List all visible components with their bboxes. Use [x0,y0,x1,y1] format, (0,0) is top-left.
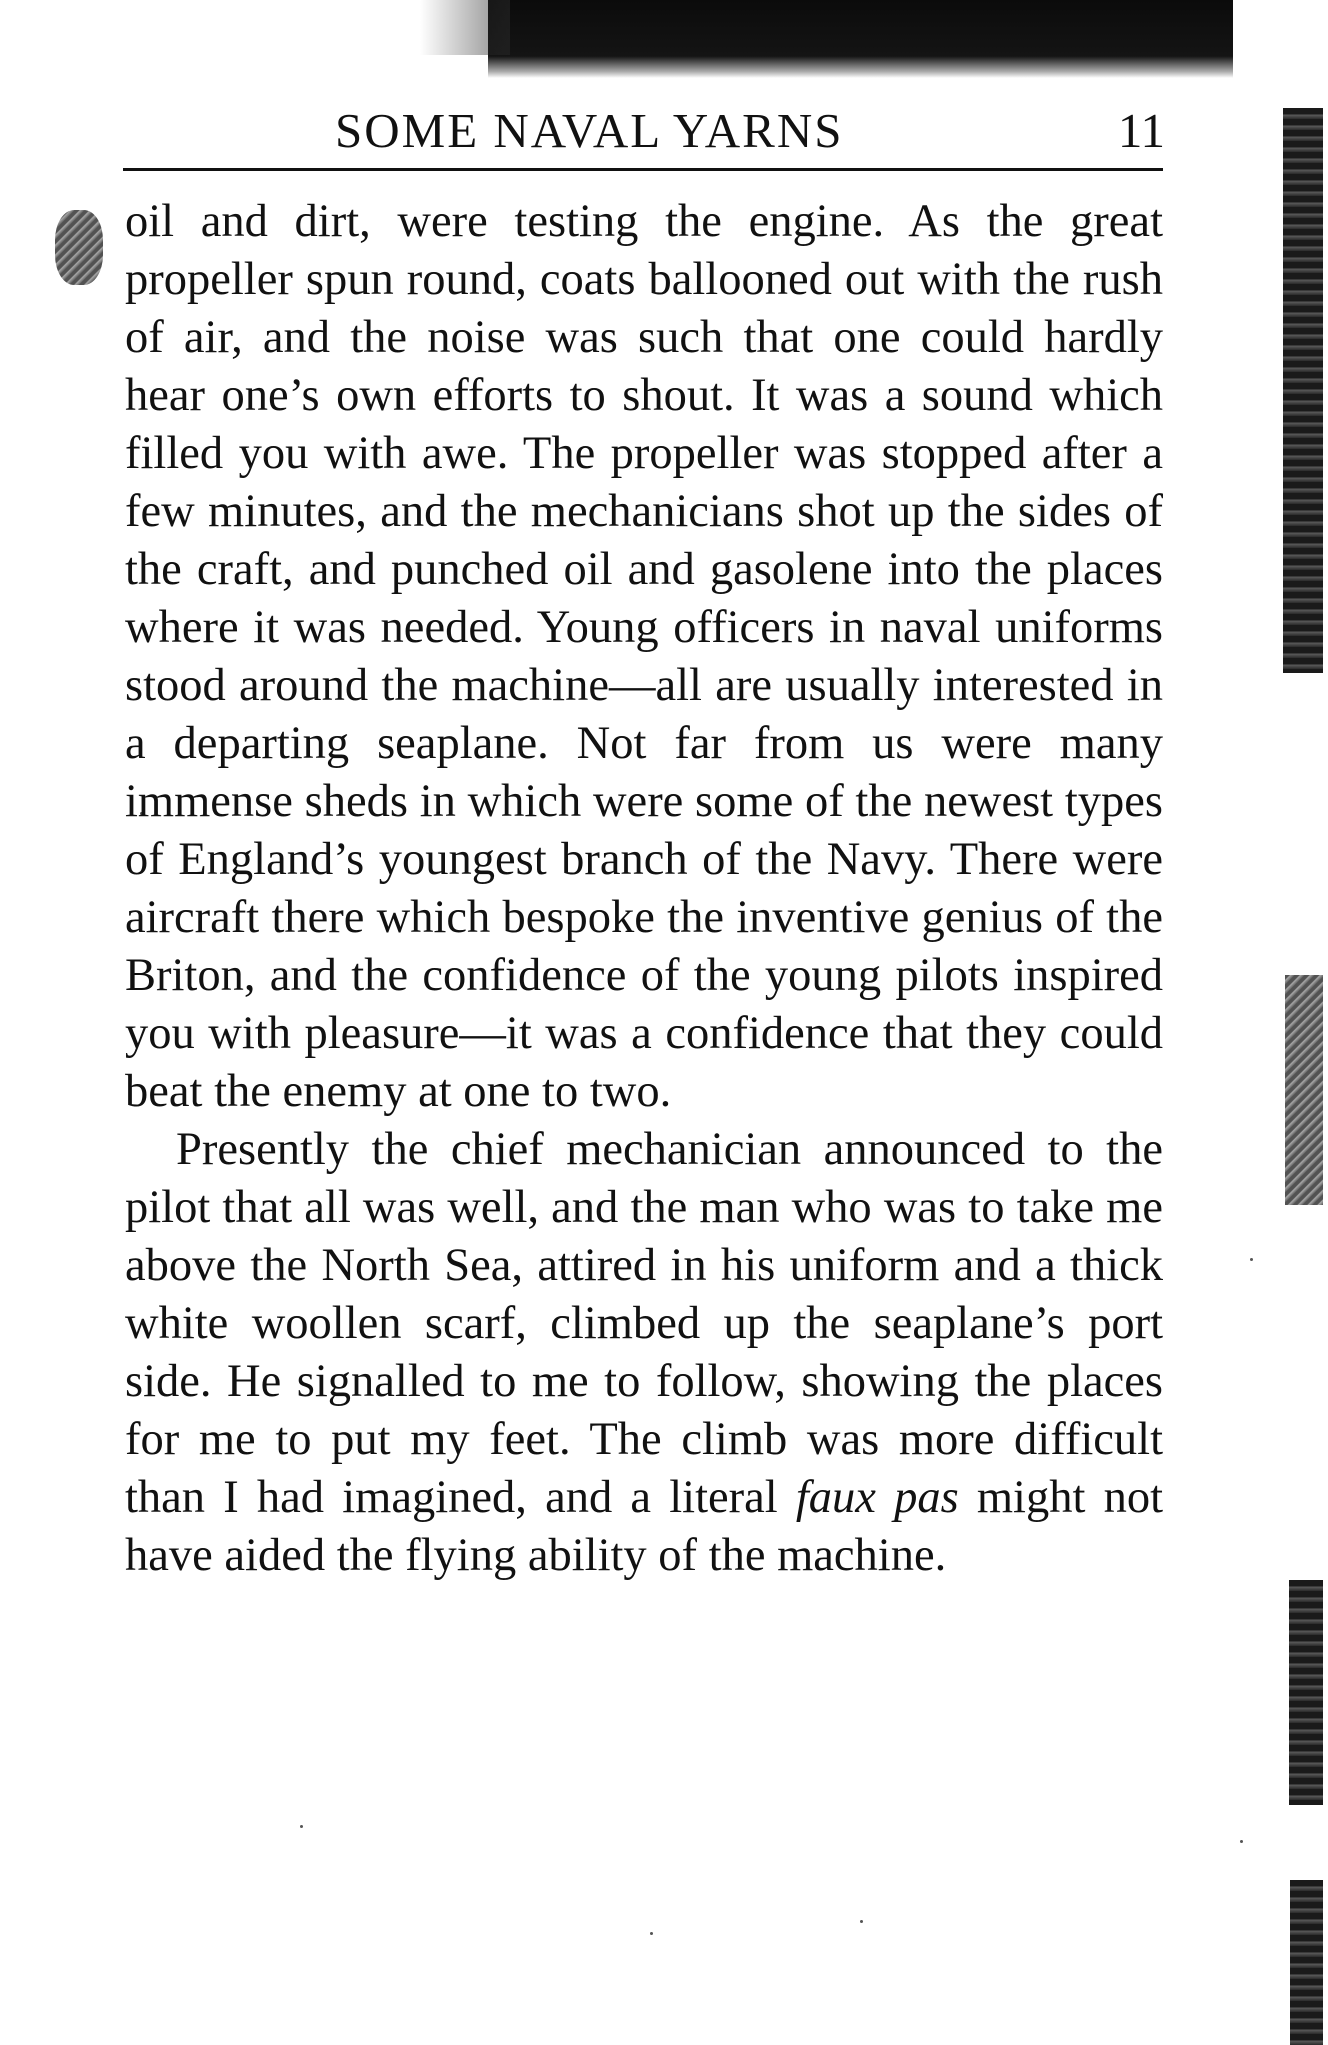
scan-shadow-top-fade [420,0,510,55]
scan-edge-mark-right-lower [1289,1580,1323,1805]
header-rule [123,168,1163,171]
paragraph-2-text-start: Presently the chief mechanician announced to the pilot that all was well, and the man who was to take me above the North Sea, attired in his uniform and a thick white woollen scarf, climbed up the seaplane’s port side. He signalled to me to follow, showing the places for me to put my feet. The climb was more difficult than I had imagined, and a literal [125,1124,1163,1523]
scan-shadow-top [488,0,1233,78]
scan-speck [650,1932,653,1935]
running-head-title: SOME NAVAL YARNS [335,103,844,158]
scan-speck [1240,1840,1243,1843]
scan-edge-mark-right-upper [1283,108,1323,673]
scan-edge-mark-right-bottom [1290,1880,1323,2045]
scan-edge-mark-left [55,210,103,285]
scan-speck [860,1920,863,1923]
paragraph-1: oil and dirt, were testing the engine. As the great propeller spun round, coats ballooned out with the rush of air, and the noise was such that one could hardly hear one’s own efforts to shout. It was a sound which filled you with awe. The propeller was stopped after a few minutes, and the mechanicians shot up the sides of the craft, and punched oil and gasolene into the places where it was needed. Young officers in naval uniforms stood around the machine—all are usually interested in a departing seaplane. Not far from us were many immense sheds in which were some of the newest types of England’s youngest branch of the Navy. There were aircraft there which bespoke the inventive genius of the Briton, and the confidence of the young pilots inspired you with pleasure—it was a confidence that they could beat the enemy at one to two. [125,196,1163,1117]
scan-edge-mark-right-middle [1285,975,1323,1205]
body-text [125,193,1163,1585]
paragraph-2-italic-phrase: faux pas [795,1472,959,1523]
scan-speck [300,1825,303,1828]
page-number: 11 [1117,103,1165,158]
paragraph-2-text-end: might not have aided the flying ability of the machine. [125,1472,1163,1581]
running-head [125,98,1165,164]
scan-speck [1250,1258,1253,1261]
paragraph-2 [125,1121,1163,1585]
